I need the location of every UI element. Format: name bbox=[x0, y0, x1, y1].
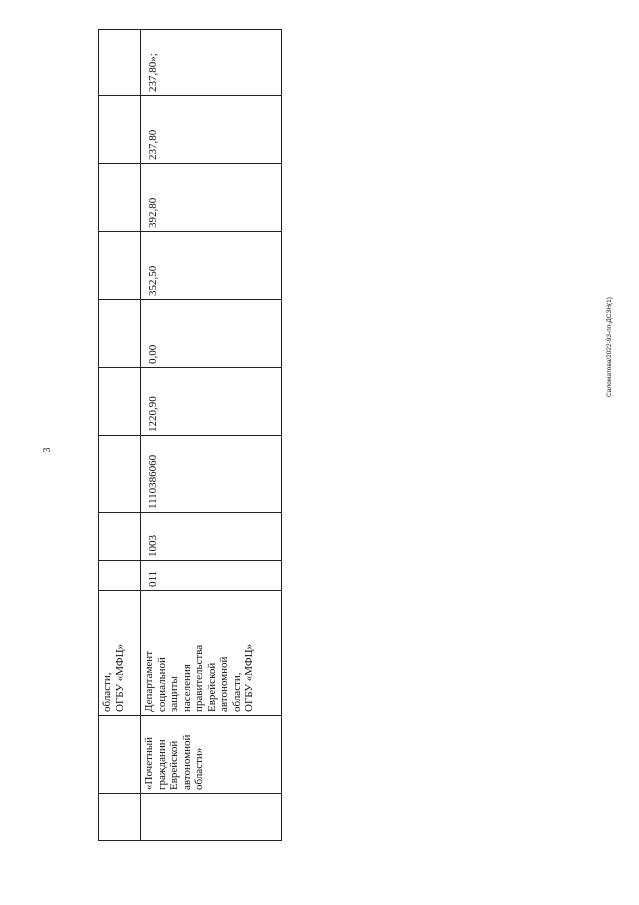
cell-value-5 bbox=[99, 96, 141, 164]
cell-value-3: 352,50 bbox=[141, 232, 282, 300]
cell-value-1: 1220,90 bbox=[141, 368, 282, 436]
cell-csr: 1110386060 bbox=[141, 436, 282, 513]
table-row bbox=[141, 30, 282, 841]
cell-rzpr bbox=[99, 513, 141, 561]
cell-program: «Почетный гражданин Еврейской автономной области» bbox=[141, 716, 282, 794]
cell-rzpr: 1003 bbox=[141, 513, 282, 561]
cell-value-4: 392,80 bbox=[141, 164, 282, 232]
cell-value-1 bbox=[99, 368, 141, 436]
cell-grbs bbox=[99, 561, 141, 591]
budget-table bbox=[98, 29, 282, 841]
table-row bbox=[99, 30, 141, 841]
page-number: 3 bbox=[42, 447, 53, 453]
budget-table-container bbox=[98, 30, 281, 841]
cell-org: области, ОГБУ «МФЦ» bbox=[99, 591, 141, 716]
cell-value-5: 237,80 bbox=[141, 96, 282, 164]
cell-program bbox=[99, 716, 141, 794]
cell-value-3 bbox=[99, 232, 141, 300]
document-footer-code: Саломатова/2022-93-пп-ДСЗН(1) bbox=[606, 297, 613, 397]
cell-value-6 bbox=[99, 30, 141, 96]
cell-org: Департамент социальной защиты населения правительства Еврейской автономной области, ОГБУ «МФЦ» bbox=[141, 591, 282, 716]
cell-value-6: 237,80»; bbox=[141, 30, 282, 96]
cell-index bbox=[141, 794, 282, 841]
cell-index bbox=[99, 794, 141, 841]
cell-value-2: 0,00 bbox=[141, 300, 282, 368]
cell-value-4 bbox=[99, 164, 141, 232]
cell-grbs: 011 bbox=[141, 561, 282, 591]
cell-csr bbox=[99, 436, 141, 513]
cell-value-2 bbox=[99, 300, 141, 368]
